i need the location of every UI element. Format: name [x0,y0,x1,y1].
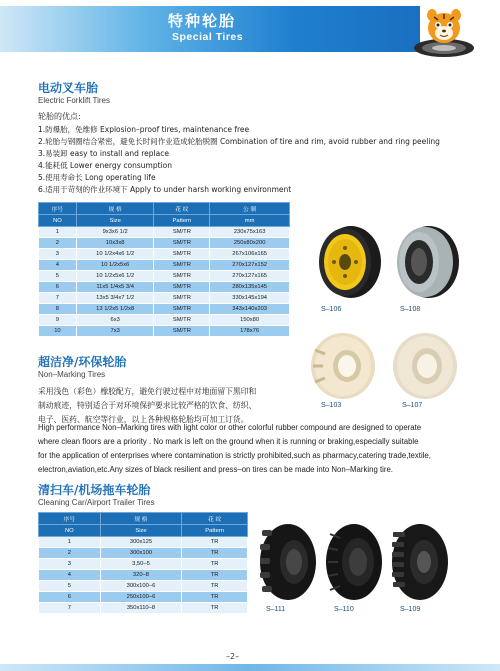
desc-line: electron,aviation,etc.Any sizes of black resilient and press–on tires can be made into Non–Marking tire. [38,465,393,474]
table-cell: 13x5 3/4x7 1/2 [76,293,154,304]
table-row [39,238,290,249]
table-cell: TR [182,592,248,603]
table-cell: 330x145x194 [210,293,290,304]
cleaning-title-cn: 清扫车/机场拖车轮胎 [38,483,151,497]
nonmarking-title-cn: 超洁净/环保轮胎 [38,355,127,369]
table-cell: 4 [39,260,77,271]
cleaning-table-body [39,537,248,614]
advantage-item: 4.能耗低 Lower energy consumption [38,161,172,170]
table-cell: 4 [39,570,101,581]
table-cell: 10x3x8 [76,238,154,249]
tire-caption: S–110 [334,606,354,613]
table-cell: 6 [39,592,101,603]
table-cell: 300x100 [100,548,182,559]
table-cell: 6x3 [76,315,154,326]
tire-s106-image [305,222,395,302]
table-row [39,249,290,260]
col-header: 规 格 [76,203,154,215]
tire-caption: S–106 [321,306,342,313]
table-cell: TR [182,548,248,559]
tire-caption: S–109 [400,606,421,613]
table-cell: 1 [39,227,77,238]
tire-s110-image [318,520,390,604]
table-cell: 7 [39,293,77,304]
table-header-cn-row [39,203,290,215]
header-title-en: Special Tires [172,31,244,43]
table-row [39,304,290,315]
tire-s111-image [252,520,324,604]
table-cell: 343x140x203 [210,304,290,315]
table-cell: 267x106x165 [210,249,290,260]
forklift-spec-table [38,202,290,337]
table-cell: 150x80 [210,315,290,326]
table-cell: 250x80x200 [210,238,290,249]
table-cell: 300x100–6 [100,581,182,592]
footer-band [0,664,500,671]
table-cell: 9 [39,315,77,326]
desc-line: 采用浅色（彩色）橡胶配方，避免行驶过程中对地面留下黑印和 [38,387,257,396]
table-cell: 270x127x165 [210,271,290,282]
table-cell: SM/TR [154,326,210,337]
advantage-item: 5.使用寿命长 Long operating life [38,173,156,182]
table-cell: 3 [39,559,101,570]
table-cell: TR [182,603,248,614]
col-header: NO [39,525,101,537]
table-cell: SM/TR [154,304,210,315]
table-cell: SM/TR [154,249,210,260]
table-row [39,537,248,548]
table-cell: 9x3x6 1/2 [76,227,154,238]
table-cell: TR [182,570,248,581]
tire-caption: S–108 [400,306,421,313]
forklift-title-cn: 电动叉车胎 [38,81,99,95]
col-header: NO [39,215,77,227]
table-cell: 5 [39,581,101,592]
col-header: Size [100,525,182,537]
table-cell: 300x125 [100,537,182,548]
table-cell: SM/TR [154,260,210,271]
table-cell: 3 [39,249,77,260]
table-cell: TR [182,537,248,548]
table-row [39,570,248,581]
tire-caption: S–107 [402,402,423,409]
tire-s109-image [384,520,456,604]
col-header: Size [76,215,154,227]
table-row [39,603,248,614]
advantages-label: 轮胎的优点: [38,112,81,121]
col-header: 公 制 [210,203,290,215]
table-cell: SM/TR [154,238,210,249]
table-cell: 230x75x163 [210,227,290,238]
table-cell: 7x3 [76,326,154,337]
table-cell: SM/TR [154,227,210,238]
tire-caption: S–111 [266,606,286,613]
page-header [0,0,500,62]
forklift-title-en: Electric Forklift Tires [38,96,111,105]
header-band [0,6,420,52]
table-header-en-row [39,215,290,227]
col-header: 规 格 [100,513,182,525]
col-header: 花 纹 [154,203,210,215]
desc-line: where clean floors are a priority . No mark is left on the ground when it is running or braking,especially suitable [38,437,419,446]
table-cell: 8 [39,304,77,315]
table-cell: 320–8 [100,570,182,581]
table-cell: SM/TR [154,271,210,282]
tire-s107-image [385,330,465,402]
table-cell: 7 [39,603,101,614]
col-header: 序号 [39,513,101,525]
table-header-cn-row [39,513,248,525]
table-cell: 10 [39,326,77,337]
desc-line: 电子、医药、航空等行业，以上各种规格轮胎均可加工订货。 [38,415,249,424]
col-header: 花 纹 [182,513,248,525]
page-number: –2– [226,652,240,661]
col-header: Pattern [182,525,248,537]
col-header: 序号 [39,203,77,215]
cleaning-spec-table [38,512,248,614]
col-header: Pattern [154,215,210,227]
table-cell: 270x127x152 [210,260,290,271]
table-row [39,548,248,559]
table-cell: 178x76 [210,326,290,337]
tiger-mascot-logo [408,4,480,60]
forklift-table-body [39,227,290,337]
table-row [39,581,248,592]
table-row [39,227,290,238]
table-cell: 10 1/2x5x6 1/2 [76,271,154,282]
table-cell: 1 [39,537,101,548]
tire-caption: S–103 [321,402,342,409]
table-cell: 10 1/2x4x6 1/2 [76,249,154,260]
table-cell: TR [182,559,248,570]
table-cell: 2 [39,548,101,559]
table-row [39,559,248,570]
table-cell: 250x100–6 [100,592,182,603]
table-cell: 13 1/2x5 1/2x8 [76,304,154,315]
advantage-item: 2.轮胎与钢圈结合紧密，避免长时间作业造成轮胎脱圈 Combination of tire and rim, avoid rubber and ring peeling [38,137,440,146]
nonmarking-title-en: Non–Marking Tires [38,370,106,379]
table-cell: 6 [39,282,77,293]
advantage-item: 3.易装卸 easy to install and replace [38,149,169,158]
table-cell: 280x135x145 [210,282,290,293]
table-row [39,271,290,282]
table-cell: SM/TR [154,293,210,304]
table-header-en-row [39,525,248,537]
table-cell: SM/TR [154,315,210,326]
advantage-item: 1.防爆胎，免维修 Explosion–proof tires, maintenance free [38,125,250,134]
tire-s103-image [303,330,383,402]
table-row [39,315,290,326]
advantage-item: 6.适用于苛刻的作业环境下 Apply to under harsh working environment [38,185,292,194]
desc-line: for the application of enterprises where contamination is strictly prohibited,such as pharmacy,catering trade,textile, [38,451,431,460]
table-row [39,326,290,337]
col-header: mm [210,215,290,227]
table-cell: 5 [39,271,77,282]
header-title-cn: 特种轮胎 [168,12,237,30]
table-row [39,293,290,304]
table-cell: TR [182,581,248,592]
table-row [39,282,290,293]
table-cell: 3,50–5 [100,559,182,570]
cleaning-title-en: Cleaning Car/Airport Trailer Tires [38,498,155,507]
table-row [39,260,290,271]
table-cell: 350x110–8 [100,603,182,614]
table-cell: SM/TR [154,282,210,293]
table-cell: 11x5 1/4x5 3/4 [76,282,154,293]
desc-line: High performance Non–Marking tires with light color or other colorful rubber compound are designed to operate [38,423,422,432]
tire-s108-image [385,222,465,302]
table-cell: 10 1/2x5x6 [76,260,154,271]
table-cell: 2 [39,238,77,249]
table-row [39,592,248,603]
desc-line: 制动痕迹，特别适合于对环境保护要求比较严格的饮食、纺织、 [38,401,257,410]
